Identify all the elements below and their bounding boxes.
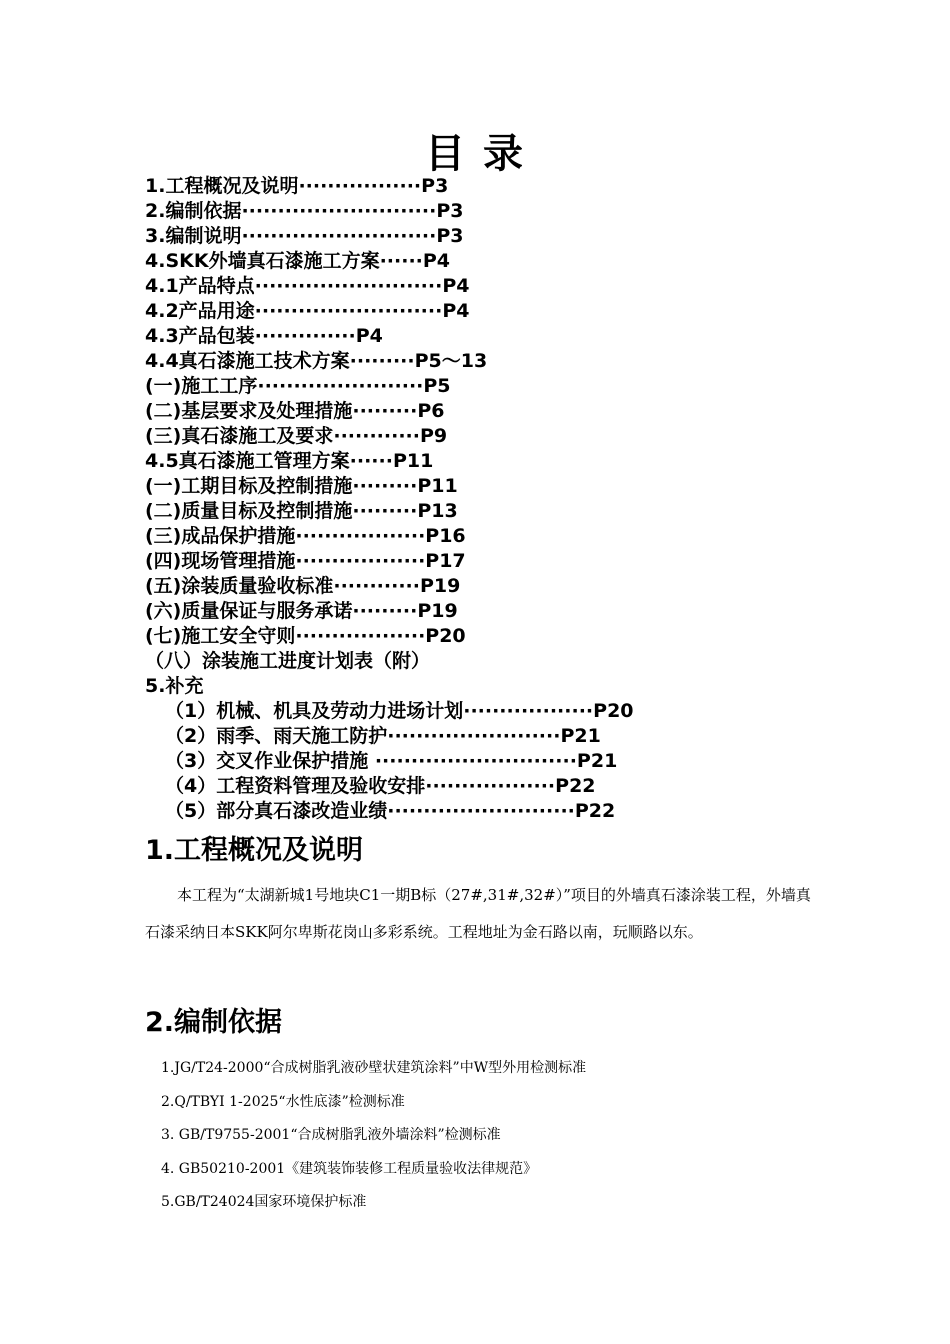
toc-item: (二)质量目标及控制措施·········P13 — [145, 500, 458, 522]
reference-list — [161, 1052, 586, 1220]
toc-item: (三)真石漆施工及要求············P9 — [145, 425, 448, 447]
toc-item: (一)施工工序·······················P5 — [145, 375, 451, 397]
toc-item: 5.补充 — [145, 675, 204, 697]
toc-item: 4.1产品特点··························P4 — [145, 275, 470, 297]
reference-item: 4. GB50210-2001《建筑装饰装修工程质量验收法律规范》 — [161, 1160, 538, 1177]
reference-item: 3. GB/T9755-2001“合成树脂乳液外墙涂料”检测标准 — [161, 1127, 501, 1143]
toc-item: (七)施工安全守则··················P20 — [145, 625, 466, 647]
toc-item: (六)质量保证与服务承诺·········P19 — [145, 600, 458, 622]
toc-item: 4.3产品包装··············P4 — [145, 325, 383, 347]
toc-subitem: （4）工程资料管理及验收安排··················P22 — [165, 775, 596, 797]
toc-item: 4.SKK外墙真石漆施工方案······P4 — [145, 250, 451, 272]
reference-item: 2.Q/TBYI 1-2025“水性底漆”检测标准 — [161, 1093, 405, 1110]
page-title: 目 录 — [425, 131, 525, 177]
toc-subitem: （3）交叉作业保护措施 ····························P21 — [165, 750, 618, 772]
toc-item: 2.编制依据···························P3 — [145, 200, 464, 222]
toc-subitem: （2）雨季、雨天施工防护························P21 — [165, 725, 601, 747]
toc-item: (四)现场管理措施··················P17 — [145, 550, 466, 572]
toc-item: (五)涂装质量验收标准············P19 — [145, 575, 461, 597]
section-paragraph: 本工程为“太湖新城1号地块C1一期B标（27#,31#,32#）”项目的外墙真石漆涂装工程，外墙真石漆采纳日本SKK阿尔卑斯花岗山多彩系统。工程地址为金石路以南，玩顺路以东。 — [145, 886, 811, 941]
toc-item: 4.5真石漆施工管理方案······P11 — [145, 450, 434, 472]
toc-item: 3.编制说明···························P3 — [145, 225, 464, 247]
section-heading: 1.工程概况及说明 — [145, 835, 364, 866]
table-of-contents — [145, 174, 634, 824]
toc-item: 1.工程概况及说明·················P3 — [145, 175, 449, 197]
section-heading: 2.编制依据 — [145, 1007, 283, 1038]
toc-subitem: （1）机械、机具及劳动力进场计划··················P20 — [165, 700, 634, 722]
toc-item: (三)成品保护措施··················P16 — [145, 525, 466, 547]
toc-item: (一)工期目标及控制措施·········P11 — [145, 475, 458, 497]
toc-item: (二)基层要求及处理措施·········P6 — [145, 400, 445, 422]
toc-subitem: （5）部分真石漆改造业绩··························P22 — [165, 800, 616, 822]
toc-item: 4.2产品用途··························P4 — [145, 300, 470, 322]
toc-item: 4.4真石漆施工技术方案·········P5～13 — [145, 350, 488, 372]
toc-item: （八）涂装施工进度计划表（附） — [145, 650, 431, 672]
reference-item: 1.JG/T24-2000“合成树脂乳液砂壁状建筑涂料”中W型外用检测标准 — [161, 1060, 587, 1076]
reference-item: 5.GB/T24024国家环境保护标准 — [161, 1194, 367, 1210]
